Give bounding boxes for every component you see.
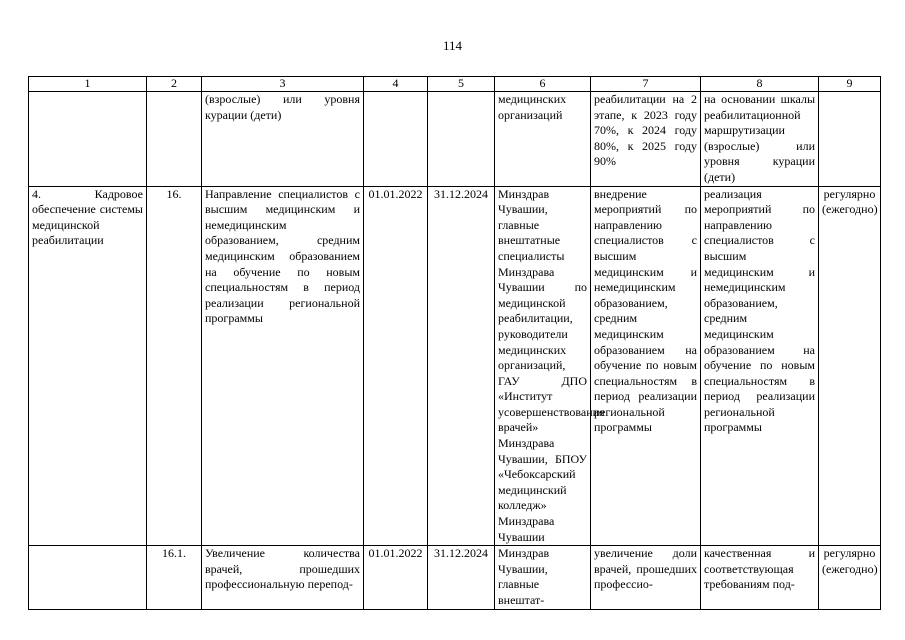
table-row: [29, 92, 881, 187]
end-date-cell: 31.12.2024: [428, 186, 495, 546]
executor-cell: Минздрав Чувашии, главные внештат-: [495, 546, 591, 609]
column-number: 2: [147, 77, 202, 92]
period-cell: регулярно (ежегодно): [819, 546, 881, 609]
result-cell: на основании шкалы реабилитационной маршрутизации (взрослые) или уровня курации (дети): [701, 92, 819, 187]
event-cell: Увеличение количества врачей, прошедших профессиональную перепод-: [202, 546, 364, 609]
column-number: 3: [202, 77, 364, 92]
period-cell: регулярно (ежегодно): [819, 186, 881, 546]
executor-cell: медицинских организаций: [495, 92, 591, 187]
column-number: 4: [364, 77, 428, 92]
task-cell: [29, 92, 147, 187]
result-cell: реализация мероприятий по направлению специалистов с высшим медицинским и немедицинским образованием, средним медицинским образованием на обучение по новым специальностям в период реализации региональной программы: [701, 186, 819, 546]
event-cell: Направление специалистов с высшим медицинским и немедицинским образованием, средним медицинским образованием на обучение по новым специальностям в период реализации региональной программы: [202, 186, 364, 546]
event-cell: (взрослые) или уровня курации (дети): [202, 92, 364, 187]
start-date-cell: 01.01.2022: [364, 186, 428, 546]
executor-cell: Минздрав Чувашии, главные внештатные специалисты Минздрава Чувашии по медицинской реабилитации, руководители медицинских организаций, ГАУ ДПО «Институт усовершенствования врачей» Минздрава Чувашии, БПОУ «Чебоксарский медицинский колледж» Минздрава Чувашии: [495, 186, 591, 546]
indicator-cell: реабилитации на 2 этапе, к 2023 году 70%, к 2024 году 80%, к 2025 году 90%: [591, 92, 701, 187]
column-number: 7: [591, 77, 701, 92]
start-date-cell: [364, 92, 428, 187]
column-number: 1: [29, 77, 147, 92]
column-number: 8: [701, 77, 819, 92]
indicator-cell: увеличение доли врачей, прошедших профессио-: [591, 546, 701, 609]
task-cell: 4. Кадровое обеспечение системы медицинской реабилитации: [29, 186, 147, 546]
end-date-cell: [428, 92, 495, 187]
task-cell: [29, 546, 147, 609]
page-number: 114: [442, 38, 463, 53]
number-cell: 16.1.: [147, 546, 202, 609]
period-cell: [819, 92, 881, 187]
result-cell: качественная и соответствующая требованиям под-: [701, 546, 819, 609]
end-date-cell: 31.12.2024: [428, 546, 495, 609]
column-number: 6: [495, 77, 591, 92]
table-row: [29, 546, 881, 609]
indicator-cell: внедрение мероприятий по направлению специалистов с высшим медицинским и немедицинским образованием, средним медицинским образованием на обучение по новым специальностям в период реализации региональной программы: [591, 186, 701, 546]
column-number: 9: [819, 77, 881, 92]
column-number: 5: [428, 77, 495, 92]
start-date-cell: 01.01.2022: [364, 546, 428, 609]
column-number-row: [29, 77, 881, 92]
number-cell: 16.: [147, 186, 202, 546]
table-row: [29, 186, 881, 546]
number-cell: [147, 92, 202, 187]
measures-table: [28, 76, 881, 610]
